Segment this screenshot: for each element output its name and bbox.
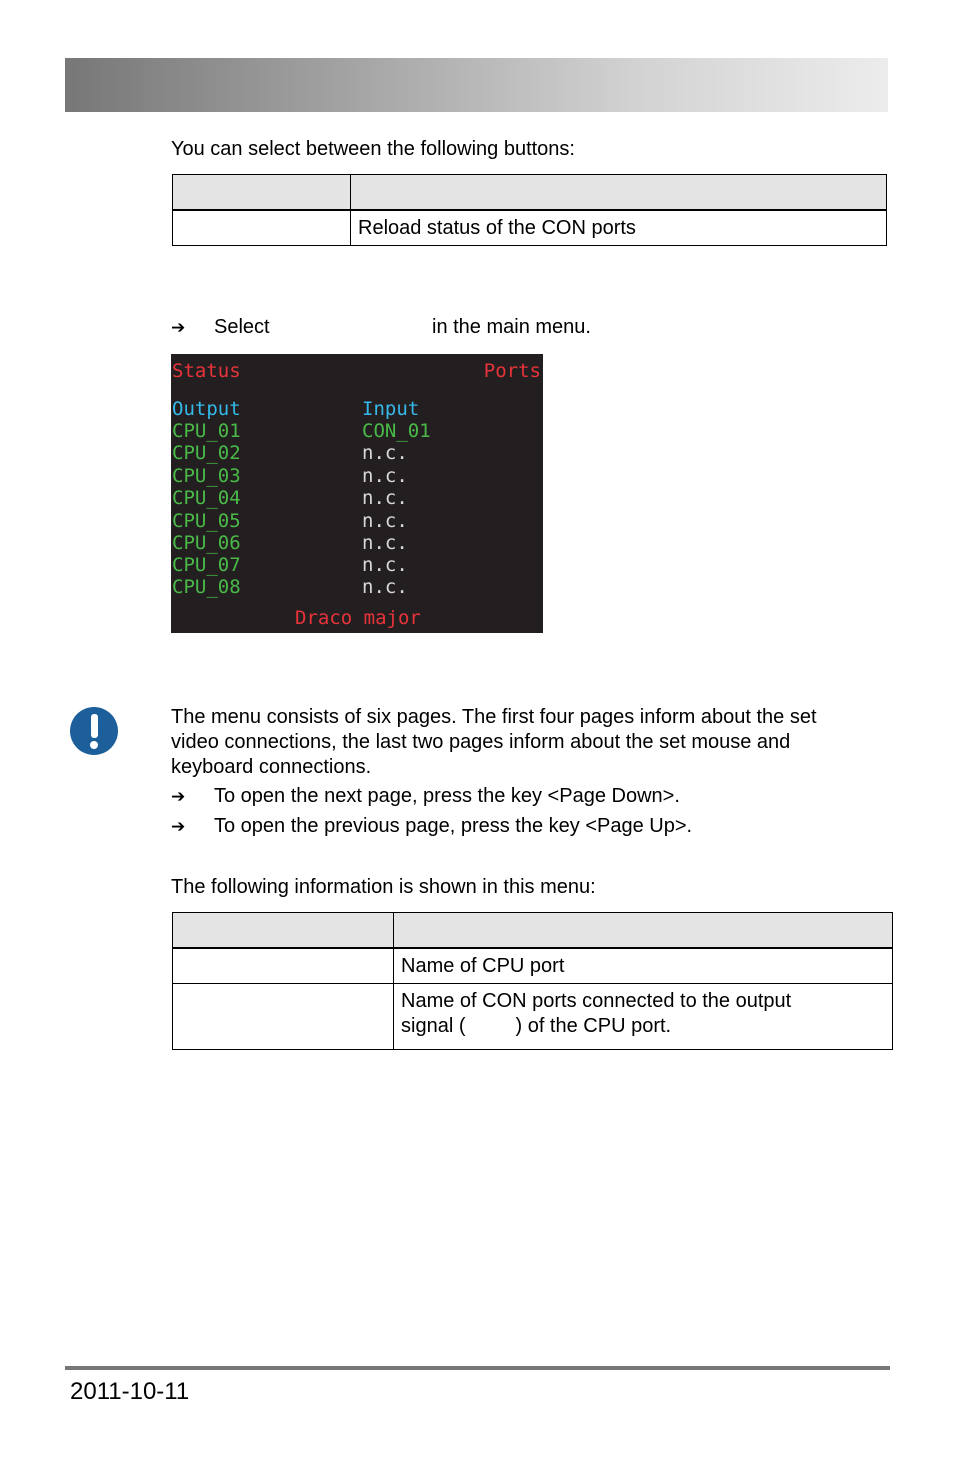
- intro-text: You can select between the following buttons:: [171, 138, 575, 160]
- osd-input-port: CON_01: [362, 420, 431, 442]
- table-cell: [173, 984, 394, 1050]
- status-ports-screen: [171, 354, 543, 633]
- arrow-right-icon: ➔: [171, 787, 186, 806]
- exclamation-icon: [70, 707, 118, 755]
- osd-input-port: n.c.: [362, 576, 408, 598]
- osd-output-port: CPU_06: [172, 532, 241, 554]
- note-text: [171, 705, 817, 780]
- table-cell: [173, 948, 394, 984]
- footer-date: 2011-10-11: [70, 1378, 190, 1405]
- osd-output-port: CPU_08: [172, 576, 241, 598]
- osd-input-port: n.c.: [362, 510, 408, 532]
- osd-footer: Draco major: [295, 607, 421, 629]
- cell-line: Name of CON ports connected to the output: [401, 990, 792, 1012]
- note-bullet-text: To open the next page, press the key <Page Down>.: [214, 785, 680, 807]
- osd-title-right: Ports: [483, 360, 541, 382]
- osd-title-left: Status: [172, 360, 241, 382]
- table-header-cell: [394, 913, 893, 949]
- arrow-right-icon: ➔: [171, 817, 186, 836]
- note-bullet-text: To open the previous page, press the key <Page Up>.: [214, 815, 693, 837]
- note-line: keyboard connections.: [171, 756, 372, 778]
- arrow-right-icon: ➔: [171, 318, 186, 337]
- osd-input-port: n.c.: [362, 554, 408, 576]
- step-text-before: Select: [214, 316, 270, 338]
- osd-input-port: n.c.: [362, 465, 408, 487]
- info-text: The following information is shown in this menu:: [171, 876, 596, 898]
- chapter-header-bar: [65, 58, 888, 112]
- osd-input-port: n.c.: [362, 532, 408, 554]
- table-row: [173, 210, 887, 246]
- footer-divider: [65, 1366, 890, 1370]
- table-header-cell: [173, 913, 394, 949]
- table-row: [173, 984, 893, 1050]
- note-line: The menu consists of six pages. The first four pages inform about the set: [171, 706, 817, 728]
- osd-output-port: CPU_07: [172, 554, 241, 576]
- table-cell: [173, 210, 351, 246]
- table-row: [173, 948, 893, 984]
- osd-column-input: Input: [362, 398, 420, 420]
- table-header-row: [173, 175, 887, 211]
- osd-input-port: n.c.: [362, 487, 408, 509]
- step-text-after: in the main menu.: [432, 316, 591, 338]
- table-cell: [394, 984, 893, 1050]
- osd-output-port: CPU_03: [172, 465, 241, 487]
- note-line: video connections, the last two pages inform about the set mouse and: [171, 731, 791, 753]
- osd-column-output: Output: [172, 398, 241, 420]
- osd-output-port: CPU_05: [172, 510, 241, 532]
- osd-output-port: CPU_01: [172, 420, 241, 442]
- cell-line: signal ( ) of the CPU port.: [401, 1015, 672, 1037]
- info-table: [172, 912, 893, 1050]
- table-header-cell: [351, 175, 887, 211]
- osd-output-port: CPU_02: [172, 442, 241, 464]
- table-cell: Name of CPU port: [394, 948, 893, 984]
- osd-input-port: n.c.: [362, 442, 408, 464]
- buttons-table: [172, 174, 887, 246]
- table-cell: Reload status of the CON ports: [351, 210, 887, 246]
- table-header-cell: [173, 175, 351, 211]
- osd-output-port: CPU_04: [172, 487, 241, 509]
- table-header-row: [173, 913, 893, 949]
